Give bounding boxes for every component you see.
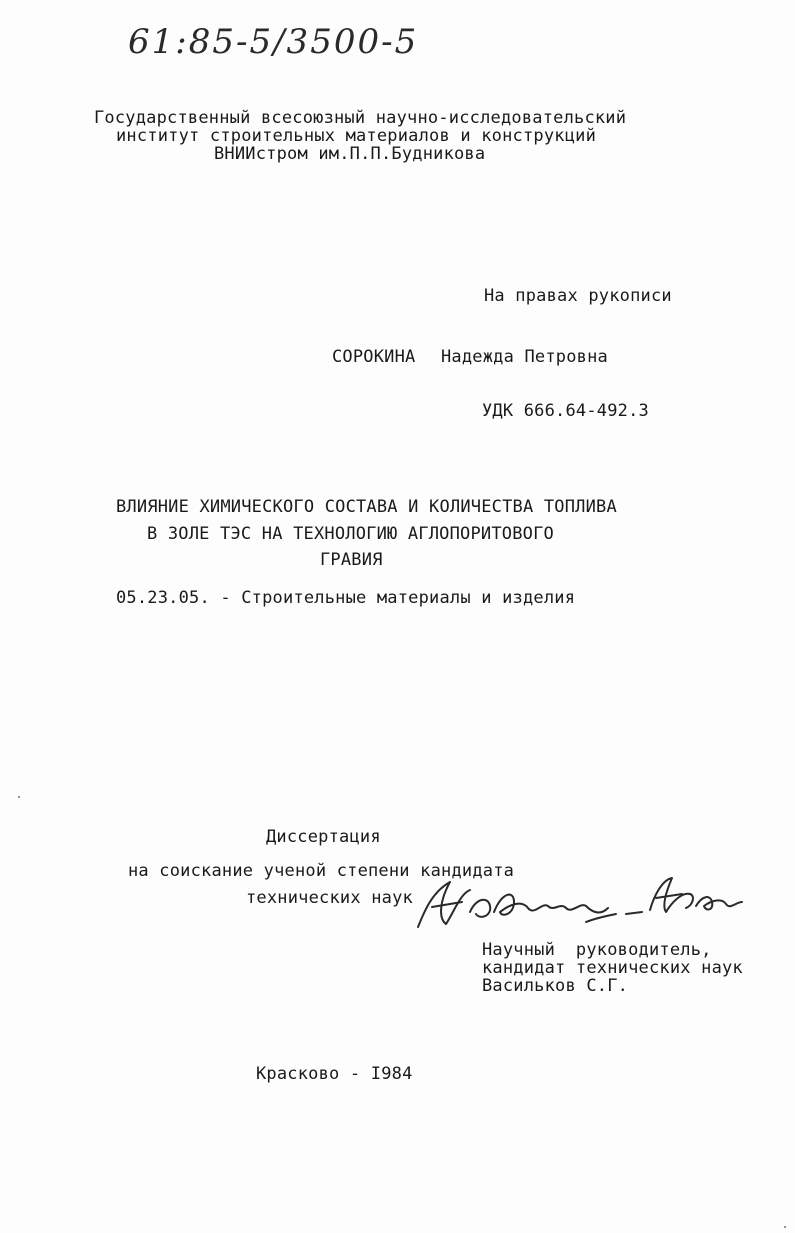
institution-line-1: Государственный всесоюзный научно-исследовательский [94, 108, 627, 128]
supervisor-line-3: Васильков С.Г. [482, 976, 629, 996]
scan-speck [784, 1226, 786, 1228]
author-given-names: Надежда Петровна [441, 347, 608, 367]
handwritten-catalog-number: 61:85-5/3500-5 [128, 22, 419, 62]
title-line-2: В ЗОЛЕ ТЭС НА ТЕХНОЛОГИЮ АГЛОПОРИТОВОГО [147, 524, 554, 544]
institution-line-2: институт строительных материалов и конструкций [116, 126, 597, 146]
specialty-code: 05.23.05. - Строительные материалы и изделия [116, 588, 576, 608]
supervisor-line-2: кандидат технических наук [482, 958, 743, 978]
dissertation-line-1: на соискание ученой степени кандидата [128, 861, 515, 881]
title-line-3: ГРАВИЯ [320, 550, 383, 570]
title-line-1: ВЛИЯНИЕ ХИМИЧЕСКОГО СОСТАВА И КОЛИЧЕСТВА ТОПЛИВА [116, 497, 617, 517]
dissertation-line-2: технических наук [246, 888, 413, 908]
handwritten-signature-icon [410, 872, 750, 934]
scan-speck [18, 796, 20, 798]
manuscript-note: На правах рукописи [484, 286, 672, 306]
institution-line-3: ВНИИстром им.П.П.Будникова [214, 144, 486, 164]
author-surname: СОРОКИНА [332, 347, 416, 367]
udc-code: УДК 666.64-492.3 [482, 401, 649, 421]
dissertation-heading: Диссертация [266, 827, 381, 847]
supervisor-line-1: Научный руководитель, [482, 940, 712, 960]
place-and-year: Красково - I984 [256, 1064, 413, 1084]
